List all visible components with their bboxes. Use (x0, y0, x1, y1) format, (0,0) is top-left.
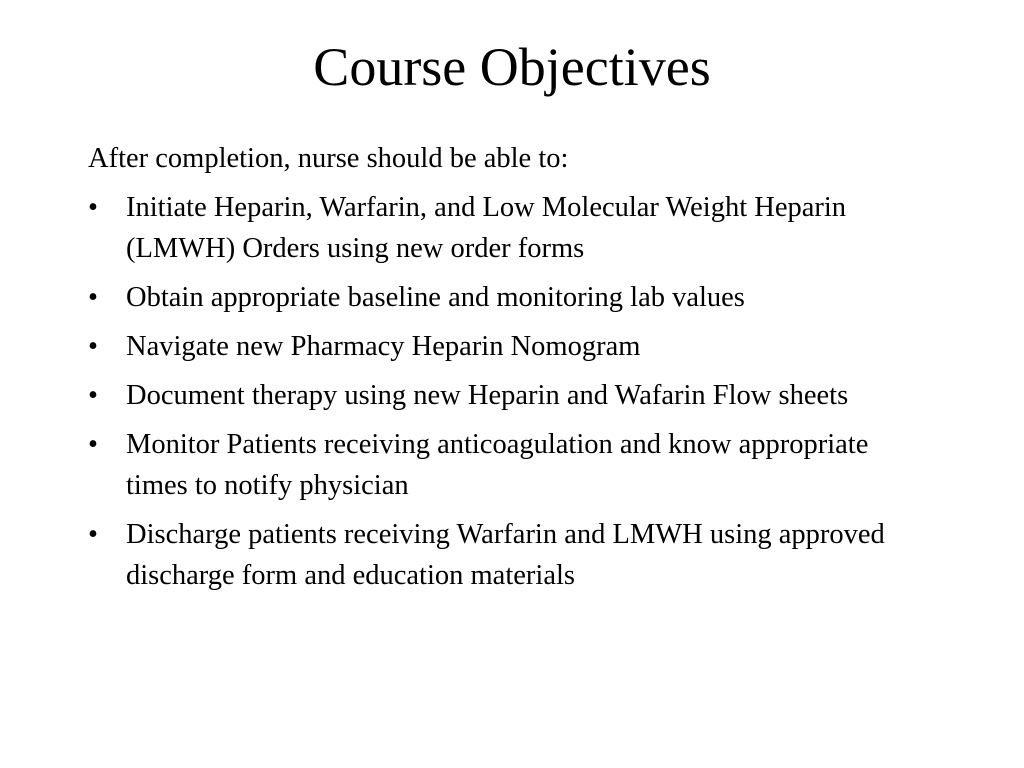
objective-item (88, 375, 928, 416)
objectives-list (88, 187, 928, 596)
bullet-icon: • (88, 282, 98, 313)
bullet-icon: • (88, 192, 98, 223)
objective-item (88, 424, 928, 506)
bullet-icon: • (88, 380, 98, 411)
slide-title: Course Objectives (313, 37, 711, 97)
objective-item (88, 514, 928, 596)
bullet-icon: • (88, 519, 98, 550)
objective-item (88, 277, 928, 318)
objective-item (88, 187, 928, 269)
objective-text: Monitor Patients receiving anticoagulation and know appropriate times to notify physician (126, 429, 869, 501)
slide-body (88, 138, 928, 604)
objective-text: Discharge patients receiving Warfarin and LMWH using approved discharge form and education materials (126, 519, 885, 591)
intro-text: After completion, nurse should be able to: (88, 143, 569, 174)
objective-text: Initiate Heparin, Warfarin, and Low Molecular Weight Heparin (LMWH) Orders using new order forms (126, 192, 847, 264)
objective-text: Navigate new Pharmacy Heparin Nomogram (126, 331, 641, 362)
objective-text: Document therapy using new Heparin and Wafarin Flow sheets (126, 380, 849, 411)
bullet-icon: • (88, 429, 98, 460)
bullet-icon: • (88, 331, 98, 362)
objective-item (88, 326, 928, 367)
objective-text: Obtain appropriate baseline and monitoring lab values (126, 282, 745, 313)
